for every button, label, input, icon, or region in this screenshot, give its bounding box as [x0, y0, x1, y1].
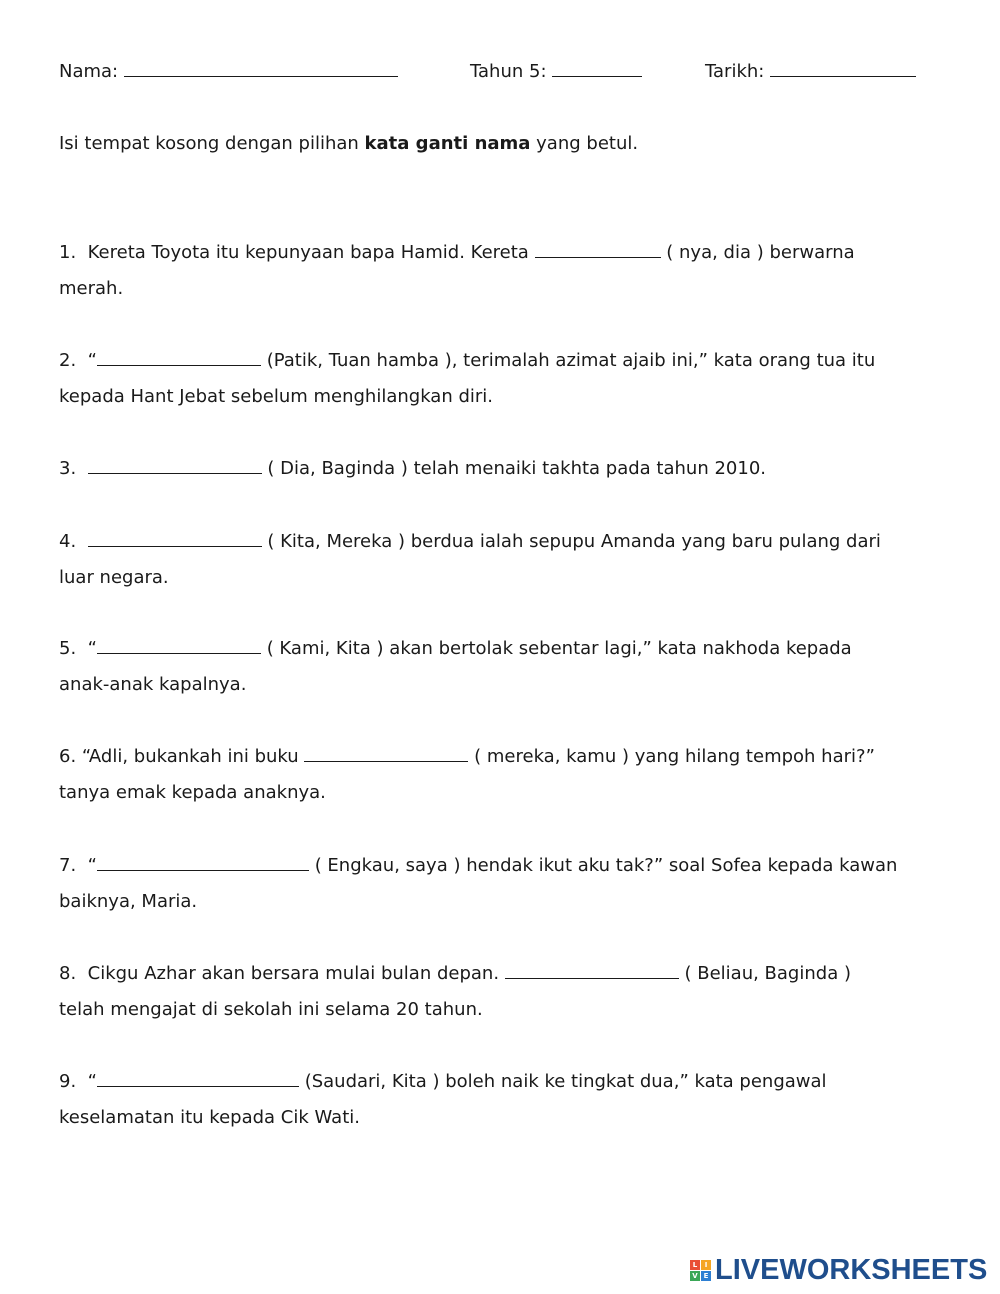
liveworksheets-logo: [690, 1255, 987, 1285]
question-text-pre: “: [87, 1071, 97, 1092]
question-text-line2: tanya emak kepada anaknya.: [59, 782, 326, 803]
question-text-pre: Cikgu Azhar akan bersara mulai bulan depan.: [87, 963, 505, 984]
question-number: 3.: [59, 458, 77, 479]
question-number: 6.: [59, 746, 77, 767]
answer-blank[interactable]: [88, 458, 262, 474]
question-text-pre: “: [87, 855, 97, 876]
logo-mark-cell: L: [690, 1260, 700, 1270]
question-number: 7.: [59, 855, 77, 876]
question-8: [59, 963, 959, 1021]
date-blank[interactable]: [770, 61, 916, 77]
instruction-post: yang betul.: [530, 133, 639, 154]
question-text-pre: “: [87, 638, 97, 659]
logo-mark-icon: [690, 1260, 711, 1281]
logo-mark-cell: V: [690, 1271, 700, 1281]
answer-blank[interactable]: [505, 963, 679, 979]
question-3: [59, 458, 959, 480]
answer-blank[interactable]: [535, 242, 661, 258]
question-number: 4.: [59, 531, 77, 552]
name-blank[interactable]: [124, 61, 398, 77]
year-label: Tahun 5:: [470, 61, 547, 82]
answer-blank[interactable]: [88, 531, 262, 547]
answer-blank[interactable]: [97, 638, 261, 654]
instruction: [59, 133, 638, 155]
question-text-post: ( Kita, Mereka ) berdua ialah sepupu Amanda yang baru pulang dari: [261, 531, 881, 552]
question-text-post: ( nya, dia ) berwarna: [660, 242, 855, 263]
answer-blank[interactable]: [304, 746, 468, 762]
question-text-post: ( Beliau, Baginda ): [678, 963, 851, 984]
answer-blank[interactable]: [97, 855, 309, 871]
question-text-pre: “Adli, bukankah ini buku: [81, 746, 305, 767]
question-text-post: ( mereka, kamu ) yang hilang tempoh hari?”: [468, 746, 875, 767]
question-text-line2: luar negara.: [59, 567, 169, 588]
logo-text: LIVEWORKSHEETS: [715, 1254, 988, 1286]
question-7: [59, 855, 959, 913]
question-text-line2: kepada Hant Jebat sebelum menghilangkan diri.: [59, 386, 494, 407]
answer-blank[interactable]: [97, 350, 261, 366]
question-5: [59, 638, 959, 696]
question-number: 1.: [59, 242, 77, 263]
question-text-post: ( Engkau, saya ) hendak ikut aku tak?” soal Sofea kepada kawan: [308, 855, 898, 876]
question-text-pre: Kereta Toyota itu kepunyaan bapa Hamid. Kereta: [87, 242, 535, 263]
question-number: 9.: [59, 1071, 77, 1092]
name-field-group: [59, 61, 398, 83]
date-label: Tarikh:: [705, 61, 765, 82]
question-4: [59, 531, 959, 589]
question-number: 5.: [59, 638, 77, 659]
question-2: [59, 350, 959, 408]
date-field-group: [705, 61, 916, 83]
year-field-group: [470, 61, 642, 83]
instruction-pre: Isi tempat kosong dengan pilihan: [59, 133, 365, 154]
question-text-pre: “: [87, 350, 97, 371]
question-number: 2.: [59, 350, 77, 371]
instruction-bold: kata ganti nama: [364, 133, 531, 154]
logo-mark-cell: I: [701, 1260, 711, 1270]
question-6: [59, 746, 959, 804]
question-9: [59, 1071, 959, 1129]
question-text-post: (Saudari, Kita ) boleh naik ke tingkat dua,” kata pengawal: [298, 1071, 827, 1092]
question-text-line2: keselamatan itu kepada Cik Wati.: [59, 1107, 360, 1128]
question-text-line2: merah.: [59, 278, 124, 299]
question-text-line2: baiknya, Maria.: [59, 891, 198, 912]
answer-blank[interactable]: [97, 1071, 299, 1087]
question-number: 8.: [59, 963, 77, 984]
question-1: [59, 242, 959, 300]
question-text-post: ( Dia, Baginda ) telah menaiki takhta pada tahun 2010.: [261, 458, 766, 479]
question-text-line2: telah mengajat di sekolah ini selama 20 tahun.: [59, 999, 483, 1020]
question-text-post: ( Kami, Kita ) akan bertolak sebentar lagi,” kata nakhoda kepada: [260, 638, 852, 659]
logo-mark-cell: E: [701, 1271, 711, 1281]
question-text-line2: anak-anak kapalnya.: [59, 674, 247, 695]
name-label: Nama:: [59, 61, 119, 82]
year-blank[interactable]: [552, 61, 642, 77]
question-text-post: (Patik, Tuan hamba ), terimalah azimat ajaib ini,” kata orang tua itu: [260, 350, 876, 371]
